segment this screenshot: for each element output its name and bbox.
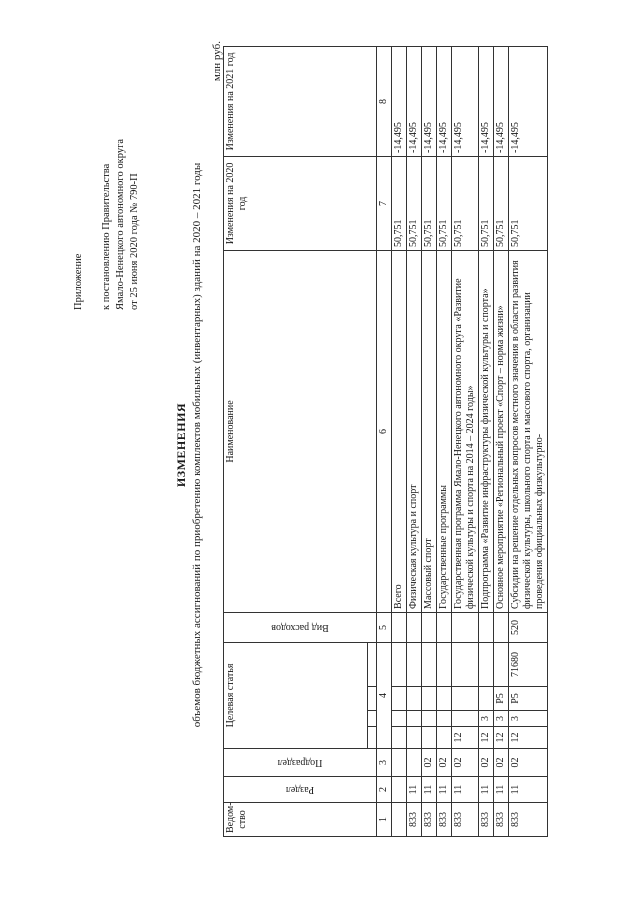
table-row (452, 46, 479, 836)
cell-vid-rashodov (452, 612, 479, 642)
cell-razdel: 11 (437, 777, 452, 803)
cell-name: Государственная программа Ямало-Ненецкого автономного округа «Развитие физической культуры и спорта на 2014 – 2024 годы» (452, 250, 479, 612)
cell-celevaya-direction (494, 642, 509, 686)
cell-celevaya-direction (407, 642, 422, 686)
column-number: 5 (377, 612, 392, 642)
cell-change-2021: -14,495 (494, 46, 509, 156)
cell-celevaya-measure (422, 687, 437, 711)
cell-change-2021: -14,495 (392, 46, 407, 156)
cell-vid-rashodov (494, 612, 509, 642)
cell-name: Государственные программы (437, 250, 452, 612)
cell-celevaya-measure (479, 687, 494, 711)
cell-razdel: 11 (452, 777, 479, 803)
region-line: Ямало-Ненецкого автономного округа (115, 138, 126, 310)
cell-vedomstvo: 833 (422, 803, 437, 837)
column-number: 6 (377, 250, 392, 612)
date-line: от 25 июня 2020 года № 790-П (129, 173, 140, 310)
cell-vedomstvo (392, 803, 407, 837)
resolution-line: к постановлению Правительства (101, 163, 112, 310)
cell-celevaya-measure (452, 687, 479, 711)
cell-change-2020: 50,751 (494, 156, 509, 250)
cell-podrazdel (407, 749, 422, 777)
cell-podrazdel: 02 (452, 749, 479, 777)
cell-vid-rashodov (437, 612, 452, 642)
cell-change-2020: 50,751 (422, 156, 437, 250)
approval-block (72, 60, 142, 310)
col-header-2021: Изменения на 2021 год (224, 46, 377, 156)
col-header-vedomstvo: Ведом-ство (224, 803, 377, 837)
column-number: 1 (377, 803, 392, 837)
header-row (224, 46, 368, 836)
col-header-vid: Вид расходов (224, 612, 377, 642)
cell-celevaya-program (392, 727, 407, 749)
celevaya-subcol (368, 727, 377, 749)
cell-name: Основное мероприятие «Региональный проект «Спорт – норма жизни» (494, 250, 509, 612)
cell-celevaya-measure: P5 (509, 687, 548, 711)
cell-change-2021: -14,495 (422, 46, 437, 156)
cell-celevaya-direction (392, 642, 407, 686)
cell-celevaya-program (422, 727, 437, 749)
cell-celevaya-measure: P5 (494, 687, 509, 711)
cell-change-2020: 50,751 (392, 156, 407, 250)
celevaya-subcol (368, 687, 377, 711)
column-number: 3 (377, 749, 392, 777)
cell-podrazdel: 02 (479, 749, 494, 777)
cell-celevaya-subprogram: 3 (479, 711, 494, 727)
cell-celevaya-direction (437, 642, 452, 686)
cell-change-2020: 50,751 (407, 156, 422, 250)
column-number-row (377, 46, 392, 836)
cell-vid-rashodov (407, 612, 422, 642)
cell-celevaya-direction: 71680 (509, 642, 548, 686)
cell-change-2021: -14,495 (407, 46, 422, 156)
cell-vedomstvo: 833 (494, 803, 509, 837)
cell-celevaya-direction (452, 642, 479, 686)
cell-celevaya-direction (422, 642, 437, 686)
column-number: 2 (377, 777, 392, 803)
table-row (494, 46, 509, 836)
cell-celevaya-subprogram (437, 711, 452, 727)
cell-celevaya-subprogram (407, 711, 422, 727)
cell-celevaya-program: 12 (509, 727, 548, 749)
cell-vid-rashodov (422, 612, 437, 642)
cell-celevaya-subprogram (452, 711, 479, 727)
cell-change-2020: 50,751 (509, 156, 548, 250)
cell-celevaya-subprogram: 3 (494, 711, 509, 727)
cell-vedomstvo: 833 (407, 803, 422, 837)
units-label: млн руб. (211, 41, 223, 82)
col-header-podrazdel: Подраздел (224, 749, 377, 777)
cell-celevaya-program: 12 (479, 727, 494, 749)
cell-vedomstvo: 833 (452, 803, 479, 837)
table-row (392, 46, 407, 836)
column-number: 7 (377, 156, 392, 250)
document-title: ИЗМЕНЕНИЯ (174, 402, 188, 488)
cell-razdel: 11 (494, 777, 509, 803)
cell-razdel: 11 (479, 777, 494, 803)
cell-change-2020: 50,751 (452, 156, 479, 250)
cell-vid-rashodov (392, 612, 407, 642)
cell-celevaya-measure (437, 687, 452, 711)
col-header-name: Наименование (224, 250, 377, 612)
col-header-2020: Изменения на 2020 год (224, 156, 377, 250)
cell-change-2021: -14,495 (452, 46, 479, 156)
cell-celevaya-subprogram (422, 711, 437, 727)
table-row (479, 46, 494, 836)
cell-name: Подпрограмма «Развитие инфраструктуры физической культуры и спорта» (479, 250, 494, 612)
column-number: 4 (377, 642, 392, 748)
cell-celevaya-subprogram: 3 (509, 711, 548, 727)
cell-change-2021: -14,495 (437, 46, 452, 156)
cell-name: Всего (392, 250, 407, 612)
celevaya-subcol (368, 642, 377, 686)
table-row (422, 46, 437, 836)
cell-celevaya-program: 12 (494, 727, 509, 749)
table-row (407, 46, 422, 836)
col-header-razdel: Раздел (224, 777, 377, 803)
cell-razdel: 11 (407, 777, 422, 803)
cell-razdel: 11 (509, 777, 548, 803)
cell-celevaya-program (437, 727, 452, 749)
cell-razdel (392, 777, 407, 803)
cell-podrazdel: 02 (509, 749, 548, 777)
cell-change-2021: -14,495 (479, 46, 494, 156)
table-row (437, 46, 452, 836)
cell-celevaya-measure (392, 687, 407, 711)
cell-vid-rashodov: 520 (509, 612, 548, 642)
document-subtitle: объемов бюджетных ассигнований по приобретению комплектов мобильных (инвентарных) зданий на 2020 – 2021 годы (191, 162, 203, 728)
budget-table (223, 46, 548, 837)
celevaya-subcol (368, 711, 377, 727)
cell-celevaya-program: 12 (452, 727, 479, 749)
cell-podrazdel: 02 (437, 749, 452, 777)
cell-celevaya-program (407, 727, 422, 749)
cell-podrazdel: 02 (494, 749, 509, 777)
table-row (509, 46, 548, 836)
cell-vedomstvo: 833 (509, 803, 548, 837)
cell-change-2020: 50,751 (437, 156, 452, 250)
column-number: 8 (377, 46, 392, 156)
cell-vedomstvo: 833 (437, 803, 452, 837)
col-header-celevaya: Целевая статья (224, 642, 368, 748)
cell-name: Физическая культура и спорт (407, 250, 422, 612)
cell-celevaya-direction (479, 642, 494, 686)
cell-change-2020: 50,751 (479, 156, 494, 250)
cell-name: Субсидии на решение отдельных вопросов местного значения в области развития физической культуры, школьного спорта и массового спорта, организации проведения официальных физкультурно- (509, 250, 548, 612)
cell-name: Массовый спорт (422, 250, 437, 612)
cell-podrazdel: 02 (422, 749, 437, 777)
appendix-label: Приложение (73, 253, 84, 310)
cell-celevaya-measure (407, 687, 422, 711)
rotated-landscape-sheet (70, 35, 585, 855)
cell-celevaya-subprogram (392, 711, 407, 727)
table-body (392, 46, 548, 836)
cell-razdel: 11 (422, 777, 437, 803)
cell-change-2021: -14,495 (509, 46, 548, 156)
cell-vedomstvo: 833 (479, 803, 494, 837)
cell-vid-rashodov (479, 612, 494, 642)
cell-podrazdel (392, 749, 407, 777)
